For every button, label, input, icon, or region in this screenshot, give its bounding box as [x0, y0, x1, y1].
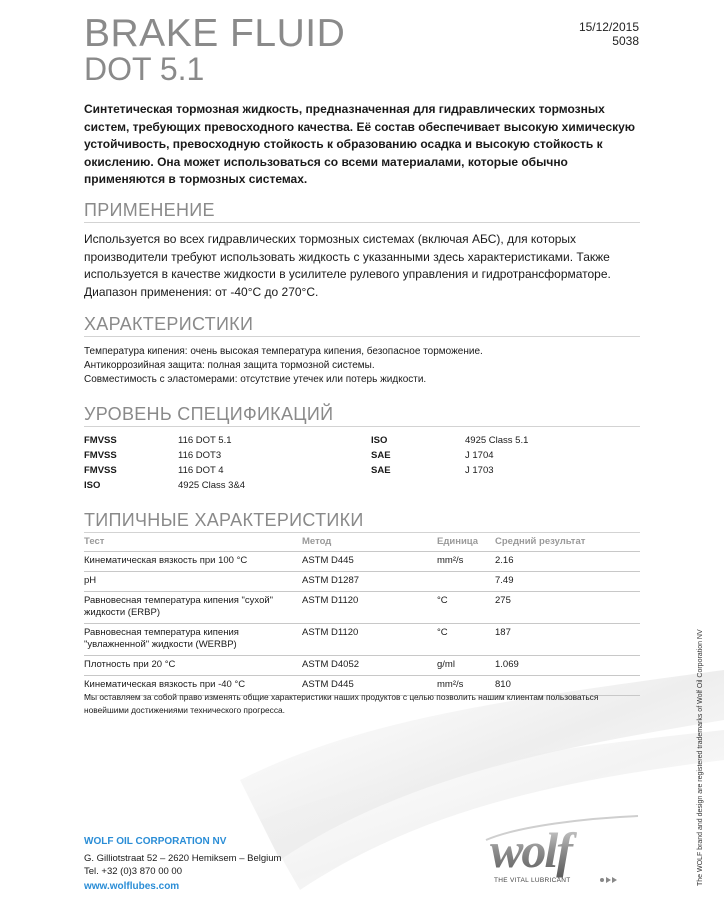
cell-result: 810 — [495, 676, 640, 696]
company-name: WOLF OIL CORPORATION NV — [84, 836, 227, 847]
document-code: 5038 — [612, 34, 639, 48]
spec-row — [84, 433, 354, 448]
spec-row — [84, 463, 354, 478]
cell-test: Кинематическая вязкость при -40 °C — [84, 676, 302, 696]
cell-method: ASTM D445 — [302, 676, 437, 696]
column-header: Тест — [84, 535, 302, 552]
cell-test: pH — [84, 572, 302, 592]
spec-value: 4925 Class 5.1 — [465, 435, 529, 446]
spec-value: 116 DOT 4 — [178, 465, 224, 476]
cell-test: Равновесная температура кипения "сухой" жидкости (ERBP) — [84, 592, 302, 624]
company-website-link[interactable]: www.wolflubes.com — [84, 881, 180, 892]
characteristic-line: Антикоррозийная защита: полная защита тормозной системы. — [84, 360, 375, 371]
table-row — [84, 656, 640, 676]
table-row — [84, 572, 640, 592]
spec-row — [371, 463, 641, 478]
table-header-row — [84, 535, 640, 552]
cell-method: ASTM D1287 — [302, 572, 437, 592]
cell-method: ASTM D445 — [302, 552, 437, 572]
spec-row — [84, 478, 354, 493]
cell-result: 275 — [495, 592, 640, 624]
cell-unit: mm²/s — [437, 552, 495, 572]
logo-tagline: THE VITAL LUBRICANT — [494, 877, 571, 884]
spec-org: SAE — [371, 450, 391, 461]
table-row — [84, 552, 640, 572]
cell-unit: mm²/s — [437, 676, 495, 696]
characteristic-line: Совместимость с эластомерами: отсутствие утечек или потерь жидкости. — [84, 374, 427, 385]
application-text: Используется во всех гидравлических тормозных системах (включая АБС), для которых производители требуют использовать жидкость с указанными здесь характеристиками. Также используется в качестве жидкости в усилителе рулевого управления и гидротрансформаторе. Диапазон применения: от -40°С до 270°С. — [84, 232, 611, 299]
product-subtitle: DOT 5.1 — [84, 51, 205, 87]
spec-value: J 1703 — [465, 465, 494, 476]
cell-unit: °C — [437, 592, 495, 624]
spec-value: 4925 Class 3&4 — [178, 480, 246, 491]
spec-org: ISO — [84, 480, 101, 491]
table-row — [84, 592, 640, 624]
cell-result: 2.16 — [495, 552, 640, 572]
cell-method: ASTM D1120 — [302, 592, 437, 624]
logo-wordmark: wolf — [490, 822, 571, 878]
spec-org: ISO — [371, 435, 388, 446]
cell-test: Плотность при 20 °C — [84, 656, 302, 676]
typical-properties-table — [84, 535, 640, 696]
column-header: Средний результат — [495, 535, 640, 552]
spec-value: J 1704 — [465, 450, 494, 461]
cell-unit: g/ml — [437, 656, 495, 676]
document-date: 15/12/2015 — [578, 20, 639, 34]
spec-org: FMVSS — [84, 450, 117, 461]
disclaimer-text: Мы оставляем за собой право изменять общие характеристики наших продуктов с целью позволить нашим клиентам пользоваться новейшими достижениями технического прогресса. — [84, 692, 599, 715]
typical-heading: ТИПИЧНЫЕ ХАРАКТЕРИСТИКИ — [84, 509, 640, 533]
spec-value: 116 DOT 5.1 — [178, 435, 232, 446]
company-address: G. Gilliotstraat 52 – 2620 Hemiksem – Belgium — [84, 853, 282, 864]
company-phone: Tel. +32 (0)3 870 00 00 — [84, 866, 182, 877]
table-row — [84, 624, 640, 656]
spec-org: FMVSS — [84, 435, 117, 446]
specs-right-column — [371, 433, 641, 478]
spec-row — [371, 448, 641, 463]
column-header: Единица — [437, 535, 495, 552]
cell-result: 1.069 — [495, 656, 640, 676]
spec-row — [371, 433, 641, 448]
characteristic-line: Температура кипения: очень высокая температура кипения, безопасное торможение. — [84, 346, 483, 357]
product-title: BRAKE FLUID — [84, 12, 346, 55]
characteristics-heading: ХАРАКТЕРИСТИКИ — [84, 313, 640, 337]
cell-method: ASTM D1120 — [302, 624, 437, 656]
cell-unit — [437, 572, 495, 592]
wolf-logo — [478, 812, 648, 892]
column-header: Метод — [302, 535, 437, 552]
cell-test: Кинематическая вязкость при 100 °C — [84, 552, 302, 572]
intro-paragraph: Синтетическая тормозная жидкость, предназначенная для гидравлических тормозных систем, требующих превосходного качества. Её состав обеспечивает высокую химическую устойчивость, превосходную стойкость к образованию осадка и высокую стойкость к окислению. Она может использоваться со всеми материалами, которые обычно применяются в тормозных системах. — [84, 102, 636, 187]
spec-value: 116 DOT3 — [178, 450, 222, 461]
document-meta — [579, 20, 639, 48]
application-heading: ПРИМЕНЕНИЕ — [84, 199, 640, 223]
spec-org: SAE — [371, 465, 391, 476]
spec-row — [84, 448, 354, 463]
cell-method: ASTM D4052 — [302, 656, 437, 676]
characteristics-list — [84, 345, 644, 387]
specs-left-column — [84, 433, 354, 493]
cell-result: 7.49 — [495, 572, 640, 592]
cell-result: 187 — [495, 624, 640, 656]
cell-test: Равновесная температура кипения "увлажненной" жидкости (WERBP) — [84, 624, 302, 656]
cell-unit: °C — [437, 624, 495, 656]
spec-org: FMVSS — [84, 465, 117, 476]
specs-heading: УРОВЕНЬ СПЕЦИФИКАЦИЙ — [84, 403, 640, 427]
trademark-notice: The WOLF brand and design are registered trademarks of Wolf Oil Corporation NV — [697, 629, 704, 886]
